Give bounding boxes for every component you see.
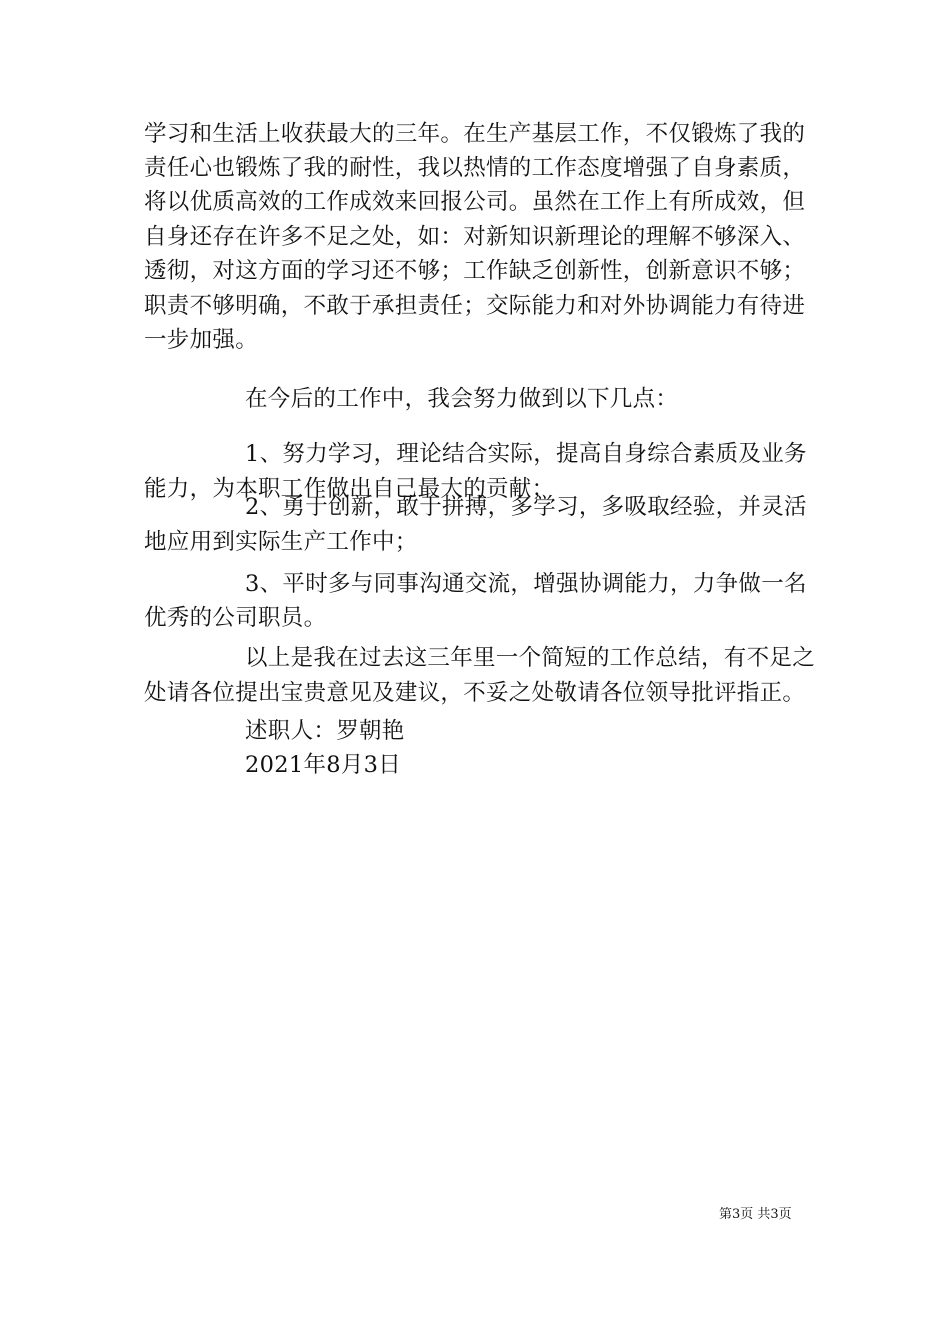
paragraph-line: 将以优质高效的工作成效来回报公司。虽然在工作上有所成效，但 <box>144 189 806 215</box>
paragraph-line: 在今后的工作中，我会努力做到以下几点： <box>245 386 679 412</box>
date-line: 2021年8月3日 <box>245 752 402 778</box>
paragraph-line: 责任心也锻炼了我的耐性，我以热情的工作态度增强了自身素质， <box>144 155 806 181</box>
signature-line: 述职人：罗朝艳 <box>245 718 405 744</box>
paragraph-line: 学习和生活上收获最大的三年。在生产基层工作，不仅锻炼了我的 <box>144 121 806 147</box>
list-item-line: 2、勇于创新，敢于拼搏，多学习，多吸取经验，并灵活 <box>245 494 807 520</box>
paragraph-line: 以上是我在过去这三年里一个简短的工作总结，有不足之 <box>245 645 816 671</box>
paragraph-line: 一步加强。 <box>144 327 259 353</box>
list-item-line: 3、平时多与同事沟通交流，增强协调能力，力争做一名 <box>245 571 807 597</box>
list-item-line: 1、努力学习，理论结合实际，提高自身综合素质及业务 <box>245 441 807 467</box>
page-number: 第3页 共3页 <box>719 1207 792 1222</box>
paragraph-line: 处请各位提出宝贵意见及建议，不妥之处敬请各位领导批评指正。 <box>144 680 806 706</box>
paragraph-line: 自身还存在许多不足之处，如：对新知识新理论的理解不够深入、 <box>144 224 806 250</box>
list-item-line: 地应用到实际生产工作中； <box>144 529 418 555</box>
list-item-line: 优秀的公司职员。 <box>144 605 327 631</box>
paragraph-line: 透彻，对这方面的学习还不够；工作缺乏创新性，创新意识不够； <box>144 258 806 284</box>
list-item-line: 能力，为本职工作做出自己最大的贡献； <box>144 476 555 502</box>
paragraph-line: 职责不够明确，不敢于承担责任；交际能力和对外协调能力有待进 <box>144 293 806 319</box>
